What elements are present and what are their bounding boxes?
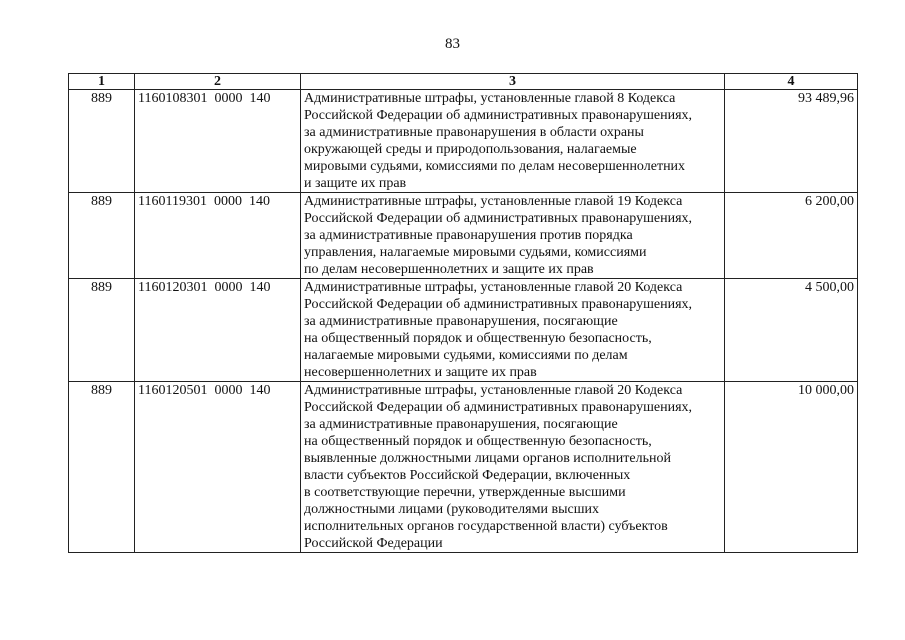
admin-code-cell: 889 bbox=[69, 279, 135, 382]
budget-table bbox=[68, 73, 858, 553]
table-row bbox=[69, 382, 858, 553]
table-body bbox=[69, 90, 858, 553]
amount-cell: 93 489,96 bbox=[725, 90, 858, 193]
kbk-code-cell: 1160120501 0000 140 bbox=[135, 382, 301, 553]
header-col-1: 1 bbox=[69, 74, 135, 90]
description-cell: Административные штрафы, установленные главой 19 Кодекса Российской Федерации об административных правонарушениях, за административные правонарушения против порядка управления, налагаемые мировыми судьями, комиссиями по делам несовершеннолетних и защите их прав bbox=[301, 193, 725, 279]
header-col-2: 2 bbox=[135, 74, 301, 90]
description-cell: Административные штрафы, установленные главой 8 Кодекса Российской Федерации об административных правонарушениях, за административные правонарушения в области охраны окружающей среды и природопользования, налагаемые мировыми судьями, комиссиями по делам несовершеннолетних и защите их прав bbox=[301, 90, 725, 193]
admin-code-cell: 889 bbox=[69, 90, 135, 193]
page-number: 83 bbox=[445, 36, 460, 52]
amount-cell: 4 500,00 bbox=[725, 279, 858, 382]
table-row bbox=[69, 193, 858, 279]
header-row bbox=[69, 74, 858, 90]
header-col-3: 3 bbox=[301, 74, 725, 90]
description-cell: Административные штрафы, установленные главой 20 Кодекса Российской Федерации об административных правонарушениях, за административные правонарушения, посягающие на общественный порядок и общественную безопасность, выявленные должностными лицами органов исполнительной власти субъектов Российской Федерации, включенных в соответствующие перечни, утвержденные высшими должностными лицами (руководителями высших исполнительных органов государственной власти) субъектов Российской Федерации bbox=[301, 382, 725, 553]
description-cell: Административные штрафы, установленные главой 20 Кодекса Российской Федерации об административных правонарушениях, за административные правонарушения, посягающие на общественный порядок и общественную безопасность, налагаемые мировыми судьями, комиссиями по делам несовершеннолетних и защите их прав bbox=[301, 279, 725, 382]
admin-code-cell: 889 bbox=[69, 193, 135, 279]
kbk-code-cell: 1160108301 0000 140 bbox=[135, 90, 301, 193]
kbk-code-cell: 1160120301 0000 140 bbox=[135, 279, 301, 382]
table-row bbox=[69, 279, 858, 382]
header-col-4: 4 bbox=[725, 74, 858, 90]
kbk-code-cell: 1160119301 0000 140 bbox=[135, 193, 301, 279]
amount-cell: 10 000,00 bbox=[725, 382, 858, 553]
amount-cell: 6 200,00 bbox=[725, 193, 858, 279]
table-header bbox=[69, 74, 858, 90]
admin-code-cell: 889 bbox=[69, 382, 135, 553]
table-row bbox=[69, 90, 858, 193]
